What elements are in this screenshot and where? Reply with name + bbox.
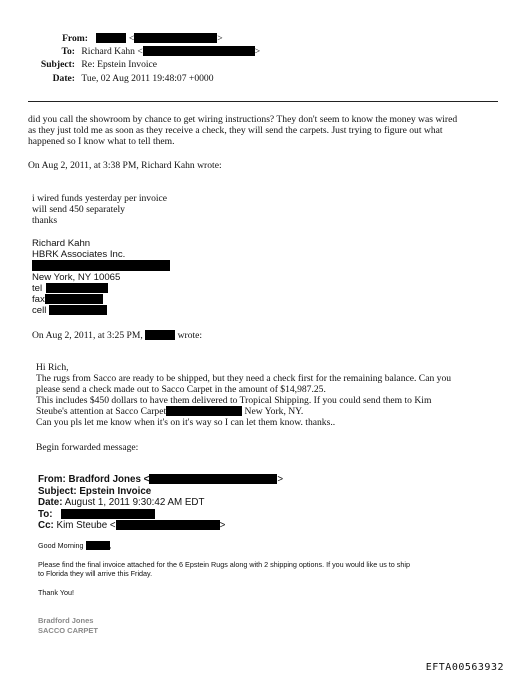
body-paragraph [28,114,508,147]
redaction [45,294,103,304]
redaction [32,260,170,271]
sig-fax-label: fax [32,294,45,305]
header-subject-label: Subject: [40,59,75,70]
header-subject-row [20,59,157,70]
redaction [96,33,126,43]
header-from-open: < [128,33,135,44]
forwarded-greeting: Good Morning , [38,541,112,550]
message-line: Can you pls let me know when it's on it's way so I can let them know. thanks.. [36,417,336,428]
message-line: will send 450 separately [32,204,125,215]
redaction [134,33,217,43]
header-date-label: Date: [52,73,75,84]
header-from-row [20,33,223,44]
header-to-row [20,46,260,57]
forwarded-body [38,560,410,578]
sig-name: Bradford Jones [38,616,94,625]
header-from-label: From: [62,33,88,44]
body-line: happened so I know what to tell them. [28,136,175,147]
header-to-label: To: [61,46,75,57]
redaction [46,283,108,293]
sig-city: New York, NY 10065 [32,272,121,283]
sig-name: Richard Kahn [32,238,91,249]
kahn-message [32,193,167,226]
forwarded-header: From: Bradford Jones < > Subject: Epstein Invoice Date: August 1, 2011 9:30:42 AM EDT To: Cc: Kim Steube < > [38,474,284,531]
redaction [61,509,155,519]
header-date-row [20,73,214,84]
message-line: Please find the final invoice attached for the 6 Epstein Rugs along with 2 shipping options. If you would like us to ship [38,560,410,569]
message-line: please send a check made out to Sacco Carpet in the amount of $14,987.25. [36,384,326,395]
redaction [116,520,220,530]
sig-tel-label: tel [32,283,43,294]
header-from-close: > [217,33,223,44]
quote-intro: On Aug 2, 2011, at 3:38 PM, Richard Kahn wrote: [28,160,222,171]
message-line: Hi Rich, [36,362,69,373]
redaction [145,330,175,340]
header-subject-value: Re: Epstein Invoice [81,59,158,70]
redaction [86,541,110,550]
sig-company: SACCO CARPET [38,626,99,635]
message-line: thanks [32,215,58,226]
message-line: This includes $450 dollars to have them delivered to Tropical Shipping. If you could send them to Kim [36,395,432,406]
quote-intro: On Aug 2, 2011, at 3:25 PM, wrote: [32,330,203,341]
sig-company: HBRK Associates Inc. [32,249,126,260]
forwarded-thanks: Thank You! [38,588,74,597]
body-line: did you call the showroom by chance to get wiring instructions? They don't seem to know the money was wired [28,114,458,125]
message-line: to Florida they will arrive this Friday. [38,569,153,578]
redaction [166,406,242,416]
body-line: as they just told me as soon as they receive a check, they will send the carpets. Just trying to figure out what [28,125,443,136]
kahn-signature [32,238,170,316]
header-divider [28,101,498,102]
header-to-value: Richard Kahn < [81,46,143,57]
bates-number: EFTA00563932 [425,662,504,673]
rich-message: Hi Rich, The rugs from Sacco are ready to be shipped, but they need a check first for the remaining balance. Can you please send a check made out to Sacco Carpet in the amount of $14,987.25. This includes $450 dollars to have them delivered to Tropical Shipping. If you could send them to Kim Steube's attention at Sacco Carpet New York, NY. Can you pls let me know when it's on it's way so I can let them know. thanks.. [36,362,506,428]
redaction [143,46,255,56]
message-line: i wired funds yesterday per invoice [32,193,168,204]
sig-cell-label: cell [32,305,47,316]
header-date-value: Tue, 02 Aug 2011 19:48:07 +0000 [81,73,214,84]
header-to-close: > [254,46,261,57]
forward-notice: Begin forwarded message: [36,442,139,453]
forwarded-signature [38,616,98,636]
redaction [149,474,277,484]
redaction [49,305,107,315]
message-line: The rugs from Sacco are ready to be shipped, but they need a check first for the remaining balance. Can you [36,373,452,384]
